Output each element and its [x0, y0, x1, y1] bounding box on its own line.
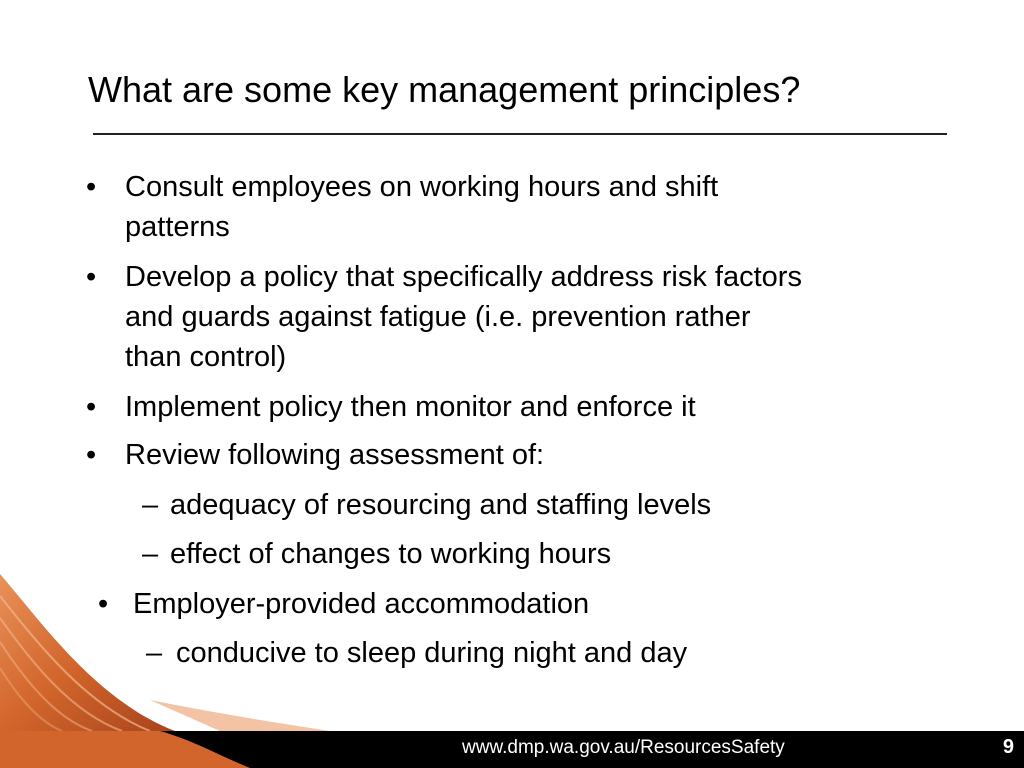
bullet-text-continuation: than control) [125, 341, 287, 373]
bullet-text-continuation: and guards against fatigue (i.e. prevention rather [125, 301, 751, 333]
slide-title: What are some key management principles? [88, 69, 801, 110]
sub-bullet-text: conducive to sleep during night and day [176, 637, 688, 669]
bullet-marker: • [86, 171, 97, 203]
sub-bullet-text: adequacy of resourcing and staffing levels [170, 489, 712, 521]
bullet-text: Consult employees on working hours and shift [125, 171, 719, 203]
bullet-marker: • [86, 439, 97, 471]
page-number: 9 [1002, 736, 1014, 758]
dash-marker: – [142, 538, 159, 570]
bullet-text: Develop a policy that specifically address risk factors [125, 261, 802, 293]
footer-website-link[interactable]: www.dmp.wa.gov.au/ResourcesSafety [462, 737, 785, 758]
sub-bullet-text: effect of changes to working hours [170, 538, 612, 570]
bullet-marker: • [98, 588, 109, 620]
bullet-text: Review following assessment of: [125, 439, 545, 471]
title-underline-divider [93, 133, 947, 135]
bullet-marker: • [86, 391, 97, 423]
bullet-text: Employer-provided accommodation [133, 588, 590, 620]
bullet-text: Implement policy then monitor and enforce it [125, 391, 696, 423]
bullet-marker: • [86, 261, 97, 293]
bullet-text-continuation: patterns [125, 211, 230, 243]
dash-marker: – [146, 637, 163, 669]
dash-marker: – [142, 489, 159, 521]
